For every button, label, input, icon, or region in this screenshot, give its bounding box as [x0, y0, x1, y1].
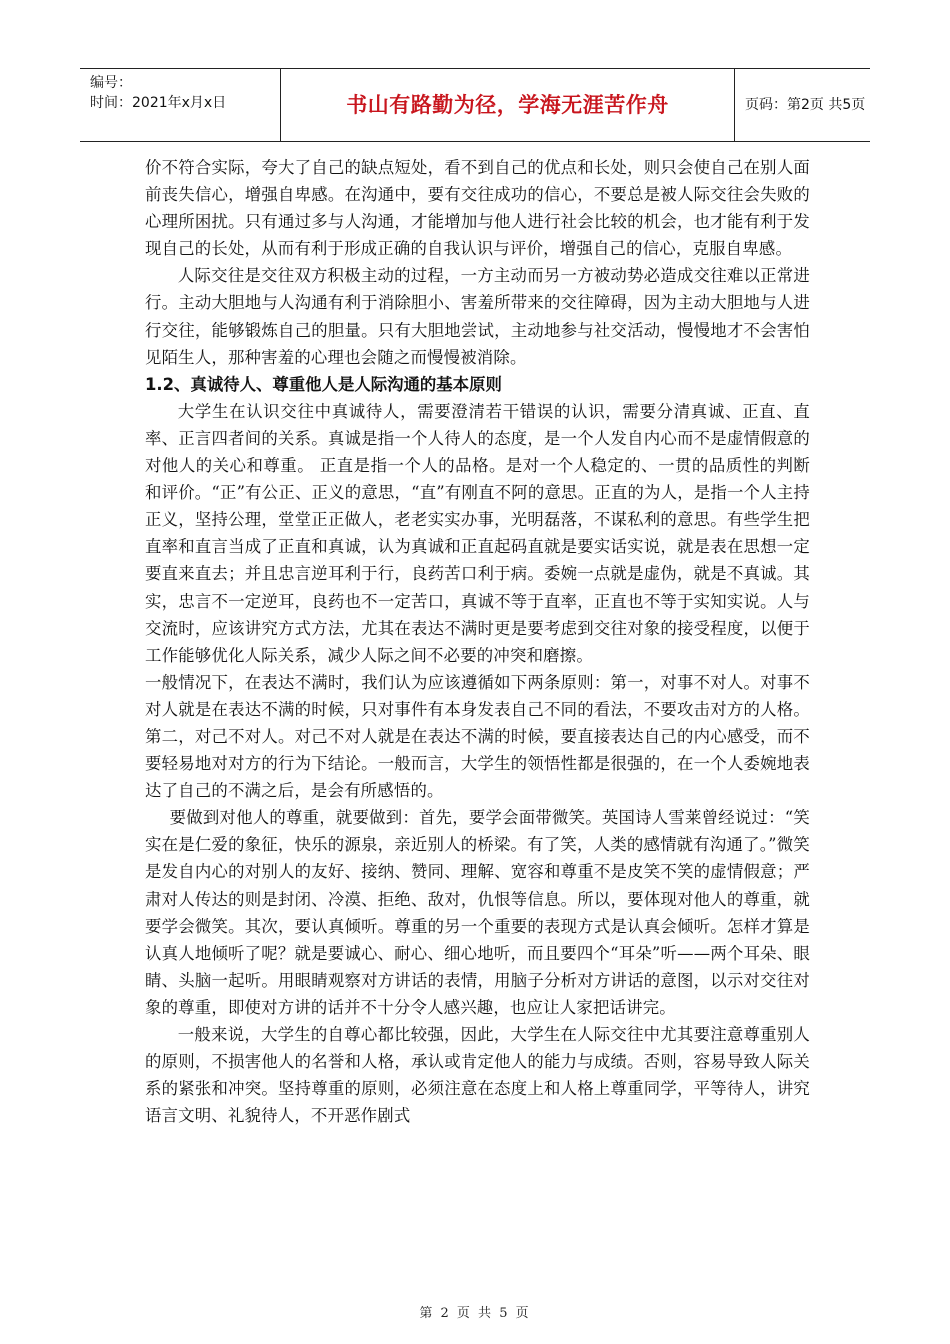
document-body [145, 154, 810, 1129]
paragraph-4: 一般情况下，在表达不满时，我们认为应该遵循如下两条原则：第一，对事不对人。对事不对人就是在表达不满的时候，只对事件有本身发表自己不同的看法，不要攻击对方的人格。第二，对己不对人。对己不对人就是在表达不满的时候，要直接表达自己的内心感受，而不要轻易地对对方的行为下结论。一般而言，大学生的领悟性都是很强的，在一个人委婉地表达了自己的不满之后，是会有所感悟的。 [145, 672, 810, 801]
document-header [80, 68, 870, 142]
section-heading: 1.2、真诚待人、尊重他人是人际沟通的基本原则 [145, 374, 502, 394]
paragraph-5: 要做到对他人的尊重，就要做到：首先，要学会面带微笑。英国诗人雪莱曾经说过：“笑实在是仁爱的象征，快乐的源泉，亲近别人的桥梁。有了笑，人类的感情就有沟通了。”微笑是发自内心的对别人的友好、接纳、赞同、理解、宽容和尊重不是皮笑不笑的虚情假意；严肃对人传达的则是封闭、冷漠、拒绝、敌对，仇恨等信息。所以，要体现对他人的尊重，就要学会微笑。其次，要认真倾听。尊重的另一个重要的表现方式是认真会倾听。怎样才算是认真人地倾听了呢？就是要诚心、耐心、细心地听，而且要四个“耳朵”听——两个耳朵、眼睛、头脑一起听。用眼睛观察对方讲话的表情，用脑子分析对方讲话的意图，以示对交往对象的尊重，即使对方讲的话并不十分令人感兴趣，也应让人家把话讲完。 [145, 808, 810, 1017]
header-date: 时间：2021年x月x日 [90, 95, 227, 111]
header-motto-cell [280, 69, 735, 141]
header-meta-cell [80, 69, 280, 141]
header-number: 编号： [90, 75, 132, 91]
header-motto: 书山有路勤为径，学海无涯苦作舟 [346, 93, 669, 117]
paragraph-2: 人际交往是交往双方积极主动的过程，一方主动而另一方被动势必造成交往难以正常进行。主动大胆地与人沟通有利于消除胆小、害羞所带来的交往障碍，因为主动大胆地与人进行交往，能够锻炼自己的胆量。只有大胆地尝试，主动地参与社交活动，慢慢地才不会害怕见陌生人，那种害羞的心理也会随之而慢慢被消除。 [145, 266, 810, 367]
paragraph-6: 一般来说，大学生的自尊心都比较强，因此，大学生在人际交往中尤其要注意尊重别人的原则，不损害他人的名誉和人格，承认或肯定他人的能力与成绩。否则，容易导致人际关系的紧张和冲突。坚持尊重的原则，必须注意在态度上和人格上尊重同学，平等待人，讲究语言文明、礼貌待人，不开恶作剧式 [145, 1025, 810, 1126]
paragraph-3: 大学生在认识交往中真诚待人，需要澄清若干错误的认识，需要分清真诚、正直、直率、正言四者间的关系。真诚是指一个人待人的态度，是一个人发自内心而不是虚情假意的对他人的关心和尊重。 正直是指一个人的品格。是对一个人稳定的、一贯的品质性的判断和评价。“正”有公正、正义的意思，“直”有刚直不阿的意思。正直的为人，是指一个人主持正义，坚持公理，堂堂正正做人，老老实实办事，光明磊落，不谋私利的意思。有些学生把直率和直言当成了正直和真诚，认为真诚和正直起码直就是要实话实说，就是表在思想一定要直来直去；并且忠言逆耳利于行，良药苦口利于病。委婉一点就是虚伪，就是不真诚。其实，忠言不一定逆耳，良药也不一定苦口，真诚不等于直率，正直也不等于实知实说。人与交流时，应该讲究方式方法，尤其在表达不满时更是要考虑到交往对象的接受程度，以便于工作能够优化人际关系，减少人际之间不必要的冲突和磨擦。 [145, 401, 810, 665]
paragraph-1: 价不符合实际，夸大了自己的缺点短处，看不到自己的优点和长处，则只会使自己在别人面前丧失信心，增强自卑感。在沟通中，要有交往成功的信心，不要总是被人际交往会失败的心理所困扰。只有通过多与人沟通，才能增加与他人进行社会比较的机会，也才能有利于发现自己的长处，从而有利于形成正确的自我认识与评价，增强自己的信心，克服自卑感。 [145, 158, 810, 259]
header-page-number: 页码：第2页 共5页 [745, 97, 866, 113]
header-page-cell [735, 69, 870, 141]
page-footer: 第 2 页 共 5 页 [419, 1306, 531, 1321]
